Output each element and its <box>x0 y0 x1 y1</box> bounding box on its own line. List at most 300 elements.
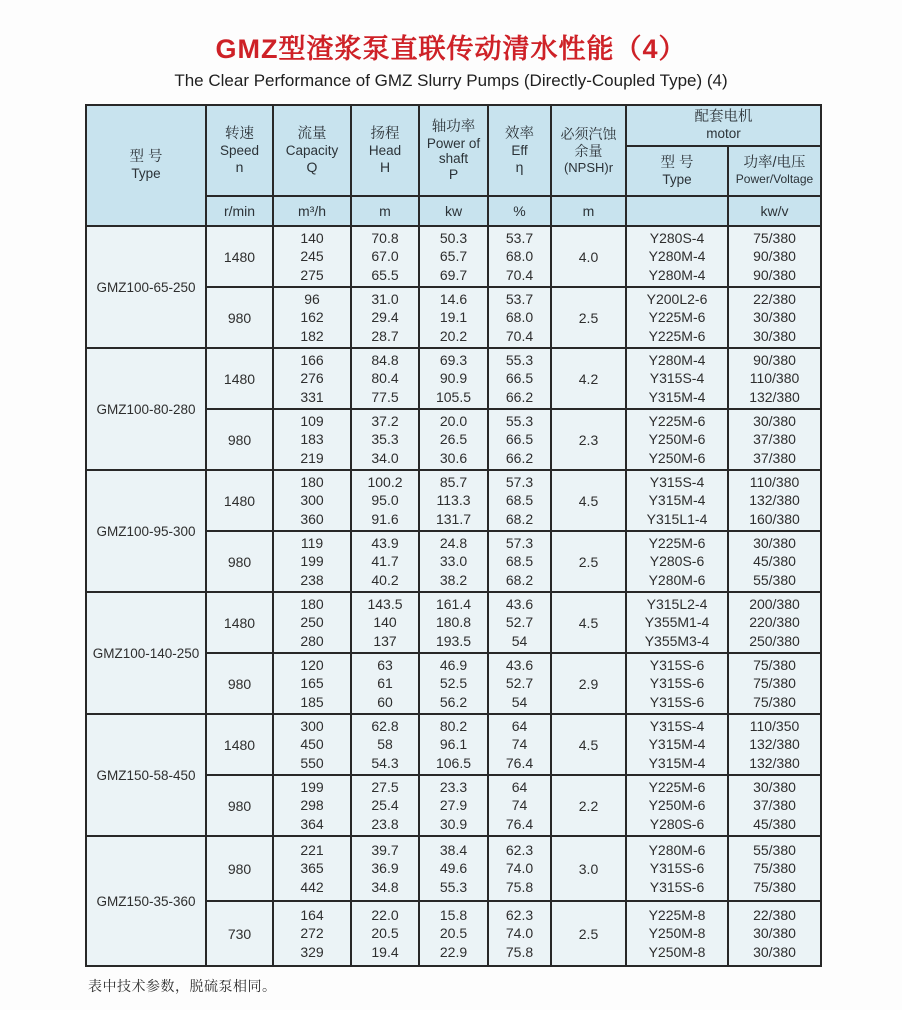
shaft-power-value: 30.9 <box>439 815 468 832</box>
unit-shaft-power: kw <box>419 196 488 226</box>
header-power-voltage-en: Power/Voltage <box>735 172 814 186</box>
capacity-cell <box>273 348 351 409</box>
motor-type-value: Y315M-4 <box>648 736 706 753</box>
motor-type-value: Y225M-6 <box>648 327 706 344</box>
shaft-power-value: 193.5 <box>435 632 472 649</box>
motor-type-cell <box>626 714 728 775</box>
shaft-power-value: 19.1 <box>439 309 468 326</box>
motor-type-value: Y315S-4 <box>649 717 705 734</box>
table-row <box>86 470 821 531</box>
shaft-power-value: 24.8 <box>439 534 468 551</box>
speed-cell: 1480 <box>206 470 273 531</box>
header-motor-type-cn: 型 号 <box>660 154 694 171</box>
speed-cell: 980 <box>206 409 273 470</box>
shaft-power-cell <box>419 348 488 409</box>
power-voltage-cell <box>728 592 821 653</box>
capacity-cell <box>273 409 351 470</box>
motor-type-value: Y225M-6 <box>648 412 706 429</box>
shaft-power-value: 46.9 <box>439 656 468 673</box>
shaft-power-value: 113.3 <box>436 492 471 509</box>
header-npsh-en: (NPSH)r <box>563 159 614 175</box>
power-voltage-cell <box>728 836 821 901</box>
power-voltage-value: 200/380 <box>749 595 800 612</box>
efficiency-value: 53.7 <box>505 229 534 246</box>
shaft-power-value: 23.3 <box>439 778 468 795</box>
head-value: 63 <box>377 656 393 673</box>
motor-type-value: Y315S-6 <box>649 656 705 673</box>
efficiency-value: 54 <box>511 632 528 649</box>
efficiency-value: 52.7 <box>505 614 534 631</box>
head-value: 100.2 <box>367 473 403 490</box>
header-type-cn: 型 号 <box>129 149 163 165</box>
motor-type-value: Y225M-6 <box>648 534 706 551</box>
header-head-symbol: H <box>379 159 391 175</box>
power-voltage-value: 30/380 <box>753 943 796 960</box>
motor-type-value: Y280M-6 <box>648 571 706 588</box>
capacity-value: 275 <box>300 266 324 283</box>
unit-motor-type <box>626 196 728 226</box>
speed-cell: 980 <box>206 531 273 592</box>
head-cell <box>351 714 419 775</box>
head-value: 143.5 <box>367 595 403 612</box>
head-value: 60 <box>377 693 393 710</box>
efficiency-value: 68.5 <box>505 492 534 509</box>
motor-type-value: Y200L2-6 <box>646 290 708 307</box>
head-value: 31.0 <box>371 290 399 307</box>
header-capacity-cn: 流量 <box>297 126 327 142</box>
table-row <box>86 836 821 901</box>
page-title: GMZ型渣浆泵直联传动清水性能（4） <box>215 34 687 64</box>
header-speed-cn: 转速 <box>225 126 254 142</box>
shaft-power-value: 106.5 <box>435 754 472 771</box>
head-value: 39.7 <box>371 841 399 858</box>
motor-type-value: Y280S-6 <box>649 553 705 570</box>
shaft-power-cell <box>419 470 488 531</box>
header-motor-en: motor <box>706 126 741 141</box>
head-value: 19.4 <box>371 943 399 960</box>
power-voltage-value: 75/380 <box>753 860 796 877</box>
head-value: 54.3 <box>371 754 399 771</box>
efficiency-value: 68.0 <box>505 309 534 326</box>
header-npsh-cn: 必须汽蚀余量 <box>560 125 617 159</box>
head-cell <box>351 775 419 836</box>
shaft-power-cell <box>419 775 488 836</box>
power-voltage-value: 45/380 <box>753 815 796 832</box>
head-cell <box>351 836 419 901</box>
efficiency-value: 43.6 <box>505 595 534 612</box>
motor-type-value: Y280M-4 <box>648 266 706 283</box>
capacity-value: 183 <box>300 431 324 448</box>
motor-type-cell <box>626 348 728 409</box>
npsh-cell: 2.9 <box>551 653 626 714</box>
efficiency-value: 75.8 <box>505 878 534 895</box>
capacity-value: 329 <box>300 943 324 960</box>
header-type-en: Type <box>131 166 161 181</box>
shaft-power-value: 30.6 <box>439 449 468 466</box>
pump-model-cell: GMZ100-80-280 <box>86 348 206 470</box>
head-value: 22.0 <box>371 906 399 923</box>
head-value: 36.9 <box>371 860 399 877</box>
header-shaft-power <box>419 105 488 196</box>
efficiency-value: 66.2 <box>505 388 534 405</box>
shaft-power-cell <box>419 409 488 470</box>
page-subtitle: The Clear Performance of GMZ Slurry Pumps (Directly-Coupled Type) (4) <box>174 71 728 90</box>
power-voltage-cell <box>728 714 821 775</box>
unit-speed: r/min <box>206 196 273 226</box>
power-voltage-value: 37/380 <box>753 797 796 814</box>
unit-efficiency: % <box>488 196 551 226</box>
efficiency-value: 75.8 <box>505 943 534 960</box>
head-value: 77.5 <box>371 388 399 405</box>
capacity-value: 180 <box>300 473 324 490</box>
capacity-value: 221 <box>300 841 324 858</box>
efficiency-cell <box>488 592 551 653</box>
motor-type-value: Y315S-6 <box>649 675 705 692</box>
capacity-value: 199 <box>300 778 324 795</box>
capacity-value: 298 <box>300 797 324 814</box>
capacity-value: 109 <box>300 412 324 429</box>
capacity-value: 245 <box>300 248 324 265</box>
shaft-power-cell <box>419 287 488 348</box>
shaft-power-cell <box>419 901 488 966</box>
efficiency-value: 66.2 <box>505 449 534 466</box>
power-voltage-value: 30/380 <box>753 327 796 344</box>
capacity-value: 272 <box>300 925 324 942</box>
motor-type-value: Y355M1-4 <box>644 614 710 631</box>
pump-model-cell: GMZ150-35-360 <box>86 836 206 966</box>
efficiency-value: 74.0 <box>505 860 534 877</box>
head-value: 25.4 <box>371 797 399 814</box>
header-head-cn: 扬程 <box>370 126 400 142</box>
capacity-value: 164 <box>300 906 324 923</box>
motor-type-value: Y225M-8 <box>648 906 706 923</box>
motor-type-value: Y315S-6 <box>649 860 705 877</box>
shaft-power-cell <box>419 836 488 901</box>
capacity-cell <box>273 775 351 836</box>
shaft-power-cell <box>419 714 488 775</box>
header-speed <box>206 105 273 196</box>
head-cell <box>351 901 419 966</box>
head-value: 29.4 <box>371 309 399 326</box>
shaft-power-value: 55.3 <box>439 878 468 895</box>
motor-type-value: Y315M-4 <box>648 754 706 771</box>
table-row <box>86 592 821 653</box>
capacity-value: 185 <box>300 693 324 710</box>
head-cell <box>351 348 419 409</box>
header-head <box>351 105 419 196</box>
efficiency-value: 76.4 <box>505 754 534 771</box>
shaft-power-value: 50.3 <box>439 229 468 246</box>
shaft-power-value: 105.5 <box>435 388 472 405</box>
capacity-value: 199 <box>300 553 324 570</box>
efficiency-value: 68.5 <box>505 553 534 570</box>
header-npsh <box>551 105 626 196</box>
npsh-cell: 2.5 <box>551 287 626 348</box>
capacity-value: 442 <box>300 878 324 895</box>
power-voltage-value: 37/380 <box>753 449 796 466</box>
power-voltage-value: 75/380 <box>753 878 796 895</box>
capacity-value: 165 <box>300 675 324 692</box>
header-efficiency-en: Eff <box>511 143 528 158</box>
header-efficiency-symbol: η <box>515 159 524 175</box>
power-voltage-value: 55/380 <box>753 571 796 588</box>
head-value: 34.8 <box>371 878 399 895</box>
shaft-power-value: 69.7 <box>439 266 468 283</box>
capacity-value: 219 <box>300 449 324 466</box>
capacity-value: 120 <box>300 656 324 673</box>
power-voltage-value: 30/380 <box>753 534 796 551</box>
motor-type-value: Y315S-6 <box>649 693 705 710</box>
efficiency-cell <box>488 287 551 348</box>
header-shaft-power-symbol: P <box>448 166 459 182</box>
head-value: 61 <box>377 675 393 692</box>
motor-type-value: Y250M-8 <box>648 925 706 942</box>
head-value: 20.5 <box>371 925 399 942</box>
shaft-power-value: 22.9 <box>439 943 468 960</box>
efficiency-value: 43.6 <box>505 656 534 673</box>
speed-cell: 1480 <box>206 348 273 409</box>
efficiency-value: 55.3 <box>505 351 534 368</box>
shaft-power-value: 85.7 <box>439 473 468 490</box>
power-voltage-value: 55/380 <box>753 841 796 858</box>
motor-type-cell <box>626 653 728 714</box>
head-value: 43.9 <box>371 534 399 551</box>
shaft-power-value: 14.6 <box>439 290 468 307</box>
power-voltage-value: 22/380 <box>753 290 796 307</box>
power-voltage-value: 45/380 <box>753 553 796 570</box>
head-value: 65.5 <box>371 266 399 283</box>
power-voltage-value: 30/380 <box>753 412 796 429</box>
power-voltage-value: 75/380 <box>753 675 796 692</box>
header-power-voltage-cn: 功率/电压 <box>743 155 806 171</box>
shaft-power-value: 180.8 <box>435 614 472 631</box>
header-type <box>86 105 206 226</box>
motor-type-cell <box>626 531 728 592</box>
power-voltage-value: 75/380 <box>753 656 796 673</box>
speed-cell: 730 <box>206 901 273 966</box>
shaft-power-cell <box>419 592 488 653</box>
power-voltage-value: 220/380 <box>749 614 800 631</box>
header-efficiency <box>488 105 551 196</box>
header-power-voltage <box>728 146 821 196</box>
unit-capacity: m³/h <box>273 196 351 226</box>
shaft-power-value: 20.0 <box>439 412 468 429</box>
shaft-power-value: 161.4 <box>435 595 472 612</box>
unit-power-voltage: kw/v <box>728 196 821 226</box>
shaft-power-cell <box>419 226 488 287</box>
shaft-power-value: 96.1 <box>439 736 468 753</box>
power-voltage-cell <box>728 775 821 836</box>
header-motor-type <box>626 146 728 196</box>
power-voltage-value: 75/380 <box>753 229 796 246</box>
efficiency-value: 66.5 <box>505 431 534 448</box>
pump-model-cell: GMZ100-140-250 <box>86 592 206 714</box>
motor-type-value: Y250M-6 <box>648 449 706 466</box>
power-voltage-value: 90/380 <box>753 248 796 265</box>
efficiency-value: 55.3 <box>505 412 534 429</box>
motor-type-value: Y315S-4 <box>649 473 705 490</box>
power-voltage-value: 37/380 <box>753 431 796 448</box>
motor-type-value: Y315S-6 <box>649 878 705 895</box>
power-voltage-value: 30/380 <box>753 309 796 326</box>
capacity-value: 364 <box>300 815 324 832</box>
capacity-cell <box>273 470 351 531</box>
power-voltage-value: 250/380 <box>749 632 800 649</box>
power-voltage-value: 110/350 <box>749 717 800 734</box>
head-cell <box>351 409 419 470</box>
head-value: 28.7 <box>371 327 399 344</box>
motor-type-value: Y315M-4 <box>648 388 706 405</box>
motor-type-cell <box>626 470 728 531</box>
efficiency-value: 62.3 <box>505 841 534 858</box>
efficiency-value: 68.0 <box>505 248 534 265</box>
efficiency-value: 74 <box>511 736 528 753</box>
head-cell <box>351 531 419 592</box>
table-row <box>86 348 821 409</box>
motor-type-value: Y315L1-4 <box>646 510 708 527</box>
capacity-value: 182 <box>300 327 324 344</box>
capacity-value: 250 <box>300 614 324 631</box>
capacity-value: 276 <box>300 370 324 387</box>
head-value: 84.8 <box>371 351 399 368</box>
capacity-value: 238 <box>300 571 324 588</box>
motor-type-cell <box>626 592 728 653</box>
pump-model-cell: GMZ100-95-300 <box>86 470 206 592</box>
motor-type-value: Y225M-6 <box>648 309 706 326</box>
motor-type-cell <box>626 226 728 287</box>
head-cell <box>351 592 419 653</box>
motor-type-value: Y250M-6 <box>648 797 706 814</box>
motor-type-cell <box>626 901 728 966</box>
capacity-cell <box>273 714 351 775</box>
motor-type-value: Y355M3-4 <box>644 632 710 649</box>
power-voltage-value: 75/380 <box>753 693 796 710</box>
header-efficiency-cn: 效率 <box>505 126 534 142</box>
capacity-cell <box>273 226 351 287</box>
power-voltage-value: 160/380 <box>749 510 800 527</box>
table-row <box>86 226 821 287</box>
efficiency-value: 74 <box>511 797 528 814</box>
head-cell <box>351 226 419 287</box>
head-value: 35.3 <box>371 431 399 448</box>
table-row <box>86 714 821 775</box>
efficiency-value: 57.3 <box>505 534 534 551</box>
shaft-power-value: 27.9 <box>439 797 468 814</box>
npsh-cell: 4.2 <box>551 348 626 409</box>
power-voltage-value: 30/380 <box>753 925 796 942</box>
efficiency-cell <box>488 531 551 592</box>
capacity-value: 550 <box>300 754 324 771</box>
capacity-value: 331 <box>300 388 324 405</box>
pump-model-cell: GMZ100-65-250 <box>86 226 206 348</box>
efficiency-value: 62.3 <box>505 906 534 923</box>
efficiency-value: 70.4 <box>505 266 534 283</box>
power-voltage-value: 132/380 <box>749 736 800 753</box>
head-value: 80.4 <box>371 370 399 387</box>
speed-cell: 980 <box>206 653 273 714</box>
efficiency-cell <box>488 653 551 714</box>
efficiency-cell <box>488 409 551 470</box>
head-value: 67.0 <box>371 248 399 265</box>
head-value: 62.8 <box>371 717 399 734</box>
head-value: 137 <box>373 632 397 649</box>
motor-type-value: Y280M-4 <box>648 248 706 265</box>
speed-cell: 980 <box>206 287 273 348</box>
head-value: 37.2 <box>371 412 399 429</box>
capacity-value: 96 <box>304 290 320 307</box>
motor-type-value: Y280S-6 <box>649 815 705 832</box>
speed-cell: 1480 <box>206 714 273 775</box>
head-value: 40.2 <box>371 571 399 588</box>
head-cell <box>351 653 419 714</box>
efficiency-value: 68.2 <box>505 571 534 588</box>
table-header <box>86 105 821 226</box>
efficiency-cell <box>488 775 551 836</box>
head-cell <box>351 287 419 348</box>
efficiency-cell <box>488 226 551 287</box>
capacity-cell <box>273 653 351 714</box>
shaft-power-value: 131.7 <box>435 510 472 527</box>
efficiency-value: 53.7 <box>505 290 534 307</box>
shaft-power-value: 49.6 <box>439 860 468 877</box>
capacity-cell <box>273 531 351 592</box>
capacity-value: 450 <box>300 736 324 753</box>
efficiency-cell <box>488 901 551 966</box>
capacity-value: 119 <box>300 534 324 551</box>
head-value: 27.5 <box>371 778 399 795</box>
efficiency-cell <box>488 714 551 775</box>
efficiency-value: 64 <box>511 778 528 795</box>
efficiency-cell <box>488 836 551 901</box>
npsh-cell: 2.5 <box>551 531 626 592</box>
power-voltage-cell <box>728 901 821 966</box>
header-speed-symbol: n <box>235 159 244 175</box>
pump-performance-table <box>85 104 822 967</box>
power-voltage-value: 110/380 <box>749 473 800 490</box>
motor-type-value: Y315M-4 <box>648 492 706 509</box>
capacity-cell <box>273 287 351 348</box>
shaft-power-value: 69.3 <box>439 351 468 368</box>
shaft-power-value: 20.2 <box>439 327 468 344</box>
header-capacity-en: Capacity <box>285 143 339 158</box>
capacity-value: 166 <box>300 351 324 368</box>
head-value: 91.6 <box>371 510 399 527</box>
shaft-power-cell <box>419 653 488 714</box>
shaft-power-value: 56.2 <box>439 693 468 710</box>
head-value: 41.7 <box>371 553 399 570</box>
motor-type-value: Y315L2-4 <box>646 595 708 612</box>
power-voltage-value: 132/380 <box>749 388 800 405</box>
power-voltage-value: 90/380 <box>753 266 796 283</box>
motor-type-value: Y225M-6 <box>648 778 706 795</box>
shaft-power-value: 20.5 <box>439 925 468 942</box>
efficiency-value: 54 <box>511 693 528 710</box>
shaft-power-value: 65.7 <box>439 248 468 265</box>
motor-type-cell <box>626 775 728 836</box>
power-voltage-cell <box>728 531 821 592</box>
head-value: 58 <box>377 736 393 753</box>
capacity-cell <box>273 836 351 901</box>
capacity-value: 360 <box>300 510 324 527</box>
shaft-power-value: 52.5 <box>439 675 468 692</box>
power-voltage-cell <box>728 226 821 287</box>
efficiency-cell <box>488 348 551 409</box>
motor-type-value: Y280S-4 <box>649 229 705 246</box>
head-value: 70.8 <box>371 229 399 246</box>
capacity-cell <box>273 901 351 966</box>
head-value: 23.8 <box>371 815 399 832</box>
shaft-power-value: 26.5 <box>439 431 468 448</box>
